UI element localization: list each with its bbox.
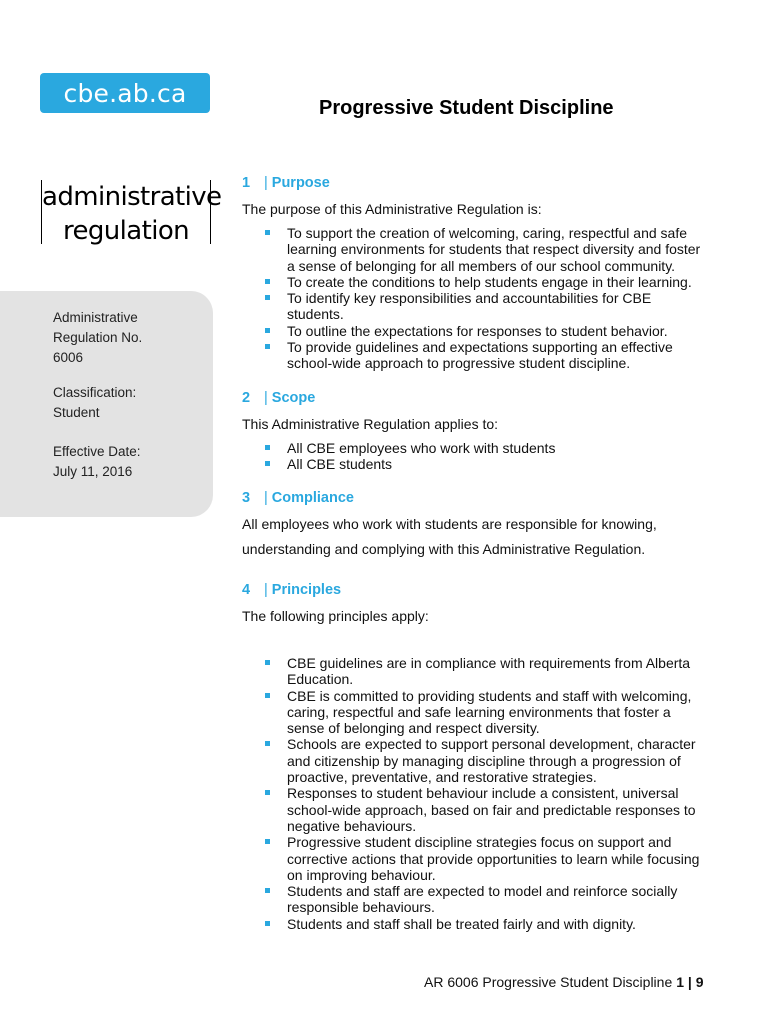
bullet-icon	[265, 445, 270, 450]
page-number: 1 | 9	[676, 974, 704, 990]
bullet-icon	[265, 295, 270, 300]
ar-label-line-1: administrative	[42, 182, 222, 212]
bullet-icon	[265, 461, 270, 466]
section-title: Scope	[271, 390, 316, 406]
compliance-text-line-2: understanding and complying with this Administrative Regulation.	[242, 541, 646, 557]
section-heading-scope: 2 | Scope	[242, 390, 316, 406]
list-item: All CBE employees who work with students	[263, 440, 703, 456]
purpose-intro: The purpose of this Administrative Regulation is:	[242, 201, 542, 217]
purpose-list	[263, 225, 703, 372]
scope-intro: This Administrative Regulation applies to:	[242, 416, 499, 432]
regulation-label-line-1: Administrative	[53, 310, 138, 325]
compliance-text-line-1: All employees who work with students are responsible for knowing,	[242, 516, 657, 532]
classification-block	[53, 383, 136, 423]
bullet-icon	[265, 328, 270, 333]
section-heading-purpose: 1 | Purpose	[242, 175, 330, 191]
page-title: Progressive Student Discipline	[319, 97, 614, 119]
principles-list	[263, 655, 703, 932]
ar-label-line-2: regulation	[62, 216, 190, 246]
effective-date-block	[53, 442, 141, 482]
classification-label: Classification:	[53, 385, 137, 400]
list-item: Students and staff are expected to model and reinforce socially responsible behaviours.	[263, 883, 703, 916]
bullet-icon	[265, 279, 270, 284]
list-item: To identify key responsibilities and accountabilities for CBE students.	[263, 290, 703, 323]
section-title: Principles	[271, 582, 342, 598]
cbe-logo: cbe.ab.ca	[40, 73, 210, 113]
bullet-icon	[265, 921, 270, 926]
bullet-icon	[265, 741, 270, 746]
classification-value: Student	[53, 405, 100, 420]
list-item: To provide guidelines and expectations supporting an effective school-wide approach to progressive student discipline.	[263, 339, 703, 372]
effective-date-label: Effective Date:	[53, 444, 141, 459]
bullet-icon	[265, 693, 270, 698]
effective-date-value: July 11, 2016	[53, 464, 133, 479]
section-number: 4	[242, 582, 251, 598]
administrative-regulation-label	[41, 180, 222, 246]
list-item: All CBE students	[263, 456, 703, 472]
bullet-icon	[265, 230, 270, 235]
regulation-number: 6006	[53, 350, 84, 365]
principles-intro: The following principles apply:	[242, 608, 429, 624]
bullet-icon	[265, 344, 270, 349]
footer-text: AR 6006 Progressive Student Discipline	[424, 974, 673, 990]
section-number: 3	[242, 490, 251, 506]
bullet-icon	[265, 660, 270, 665]
list-item: To create the conditions to help students engage in their learning.	[263, 274, 703, 290]
list-item: CBE is committed to providing students and staff with welcoming, caring, respectful and safe learning environments that foster a sense of belonging and respect diversity.	[263, 688, 703, 737]
section-heading-principles: 4 | Principles	[242, 582, 342, 598]
list-item: Schools are expected to support personal development, character and citizenship by managing discipline through a progression of proactive, preventative, and restorative strategies.	[263, 736, 703, 785]
page-footer	[424, 974, 704, 990]
section-title: Compliance	[271, 490, 354, 506]
scope-list	[263, 440, 703, 473]
section-number: 1	[242, 175, 251, 191]
regulation-number-block	[53, 308, 142, 368]
bullet-icon	[265, 888, 270, 893]
list-item: Students and staff shall be treated fairly and with dignity.	[263, 916, 703, 932]
section-heading-compliance: 3 | Compliance	[242, 490, 354, 506]
list-item: Progressive student discipline strategies focus on support and corrective actions that provide opportunities to learn while focusing on improving behaviour.	[263, 834, 703, 883]
list-item: To support the creation of welcoming, caring, respectful and safe learning environments for students that respect diversity and foster a sense of belonging for all members of our school community.	[263, 225, 703, 274]
regulation-label-line-2: Regulation No.	[53, 330, 143, 345]
list-item: Responses to student behaviour include a consistent, universal school-wide approach, based on fair and predictable responses to negative behaviours.	[263, 785, 703, 834]
section-number: 2	[242, 390, 251, 406]
list-item: To outline the expectations for responses to student behavior.	[263, 323, 703, 339]
list-item: CBE guidelines are in compliance with requirements from Alberta Education.	[263, 655, 703, 688]
bullet-icon	[265, 790, 270, 795]
section-title: Purpose	[271, 175, 330, 191]
bullet-icon	[265, 839, 270, 844]
